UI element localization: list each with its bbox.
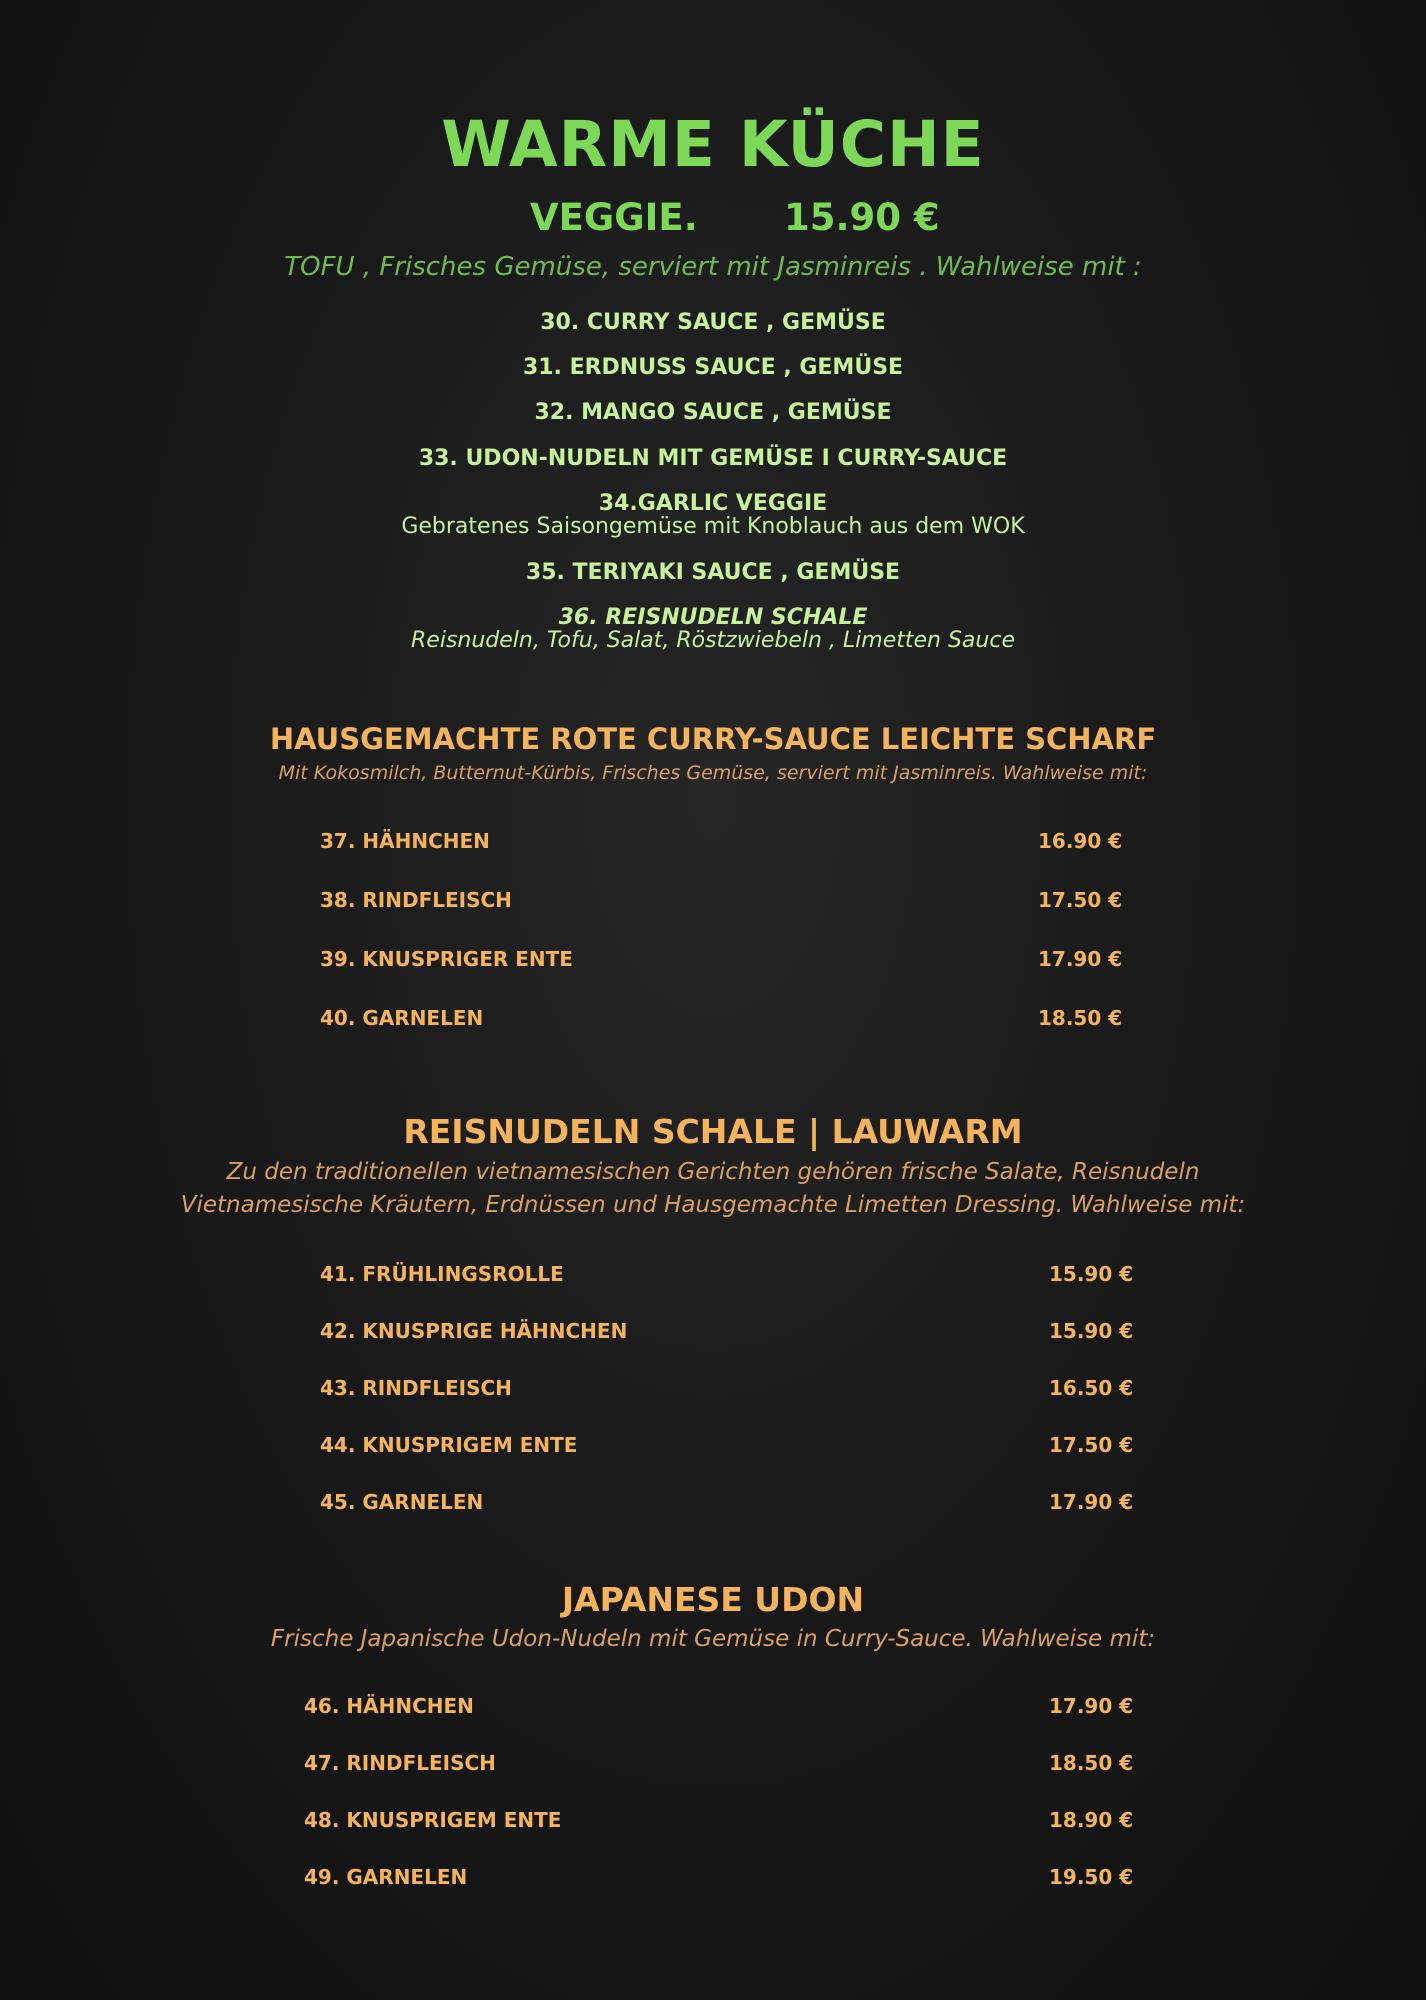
curry-heading: HAUSGEMACHTE ROTE CURRY-SAUCE LEICHTE SCHARF — [269, 722, 1157, 756]
veggie-item: 34.GARLIC VEGGIE — [598, 491, 828, 516]
udon-item-name: 48. KNUSPRIGEM ENTE — [304, 1808, 562, 1832]
reisnudeln-item-name: 42. KNUSPRIGE HÄHNCHEN — [320, 1319, 628, 1343]
veggie-item: 33. UDON-NUDELN MIT GEMÜSE I CURRY-SAUCE — [418, 446, 1008, 471]
veggie-price: 15.90 € — [784, 196, 940, 239]
veggie-item: 32. MANGO SAUCE , GEMÜSE — [534, 400, 892, 425]
reisnudeln-item-name: 41. FRÜHLINGSROLLE — [320, 1262, 564, 1286]
udon-heading: JAPANESE UDON — [561, 1580, 865, 1619]
veggie-item-desc: Gebratenes Saisongemüse mit Knoblauch aus dem WOK — [401, 514, 1025, 539]
udon-description: Frische Japanische Udon-Nudeln mit Gemüse in Curry-Sauce. Wahlweise mit: — [270, 1626, 1156, 1652]
reisnudeln-item-price: 15.90 € — [1049, 1262, 1134, 1286]
veggie-label: VEGGIE. — [530, 196, 698, 239]
udon-item-name: 46. HÄHNCHEN — [304, 1694, 474, 1718]
reisnudeln-heading: REISNUDELN SCHALE | LAUWARM — [403, 1112, 1023, 1151]
veggie-item: 36. REISNUDELN SCHALE — [558, 605, 868, 630]
curry-item-price: 16.90 € — [1038, 829, 1123, 853]
reisnudeln-item-price: 16.50 € — [1049, 1376, 1134, 1400]
curry-description: Mit Kokosmilch, Butternut-Kürbis, Frisches Gemüse, serviert mit Jasminreis. Wahlweise mit: — [278, 762, 1148, 784]
veggie-item: 31. ERDNUSS SAUCE , GEMÜSE — [522, 355, 904, 380]
udon-item-name: 47. RINDFLEISCH — [304, 1751, 496, 1775]
udon-item-price: 17.90 € — [1049, 1694, 1134, 1718]
udon-item-price: 18.90 € — [1049, 1808, 1134, 1832]
veggie-item: 30. CURRY SAUCE , GEMÜSE — [540, 310, 886, 335]
veggie-item: 35. TERIYAKI SAUCE , GEMÜSE — [525, 560, 901, 585]
reisnudeln-item-price: 17.50 € — [1049, 1433, 1134, 1457]
reisnudeln-item-name: 45. GARNELEN — [320, 1490, 484, 1514]
reisnudeln-item-name: 44. KNUSPRIGEM ENTE — [320, 1433, 578, 1457]
veggie-description: TOFU , Frisches Gemüse, serviert mit Jasminreis . Wahlweise mit : — [284, 252, 1142, 282]
reisnudeln-item-price: 17.90 € — [1049, 1490, 1134, 1514]
curry-item-name: 37. HÄHNCHEN — [320, 829, 490, 853]
udon-item-price: 18.50 € — [1049, 1751, 1134, 1775]
page-title: WARME KÜCHE — [441, 108, 985, 181]
udon-item-name: 49. GARNELEN — [304, 1865, 468, 1889]
curry-item-price: 17.90 € — [1038, 947, 1123, 971]
curry-item-name: 40. GARNELEN — [320, 1006, 484, 1030]
reisnudeln-description-line2: Vietnamesische Kräutern, Erdnüssen und Hausgemachte Limetten Dressing. Wahlweise mit: — [180, 1192, 1246, 1218]
reisnudeln-item-price: 15.90 € — [1049, 1319, 1134, 1343]
reisnudeln-description-line1: Zu den traditionellen vietnamesischen Gerichten gehören frische Salate, Reisnudeln — [226, 1159, 1200, 1185]
reisnudeln-item-name: 43. RINDFLEISCH — [320, 1376, 512, 1400]
veggie-item-desc: Reisnudeln, Tofu, Salat, Röstzwiebeln , Limetten Sauce — [411, 628, 1015, 653]
curry-item-price: 17.50 € — [1038, 888, 1123, 912]
curry-item-price: 18.50 € — [1038, 1006, 1123, 1030]
udon-item-price: 19.50 € — [1049, 1865, 1134, 1889]
curry-item-name: 39. KNUSPRIGER ENTE — [320, 947, 573, 971]
curry-item-name: 38. RINDFLEISCH — [320, 888, 512, 912]
